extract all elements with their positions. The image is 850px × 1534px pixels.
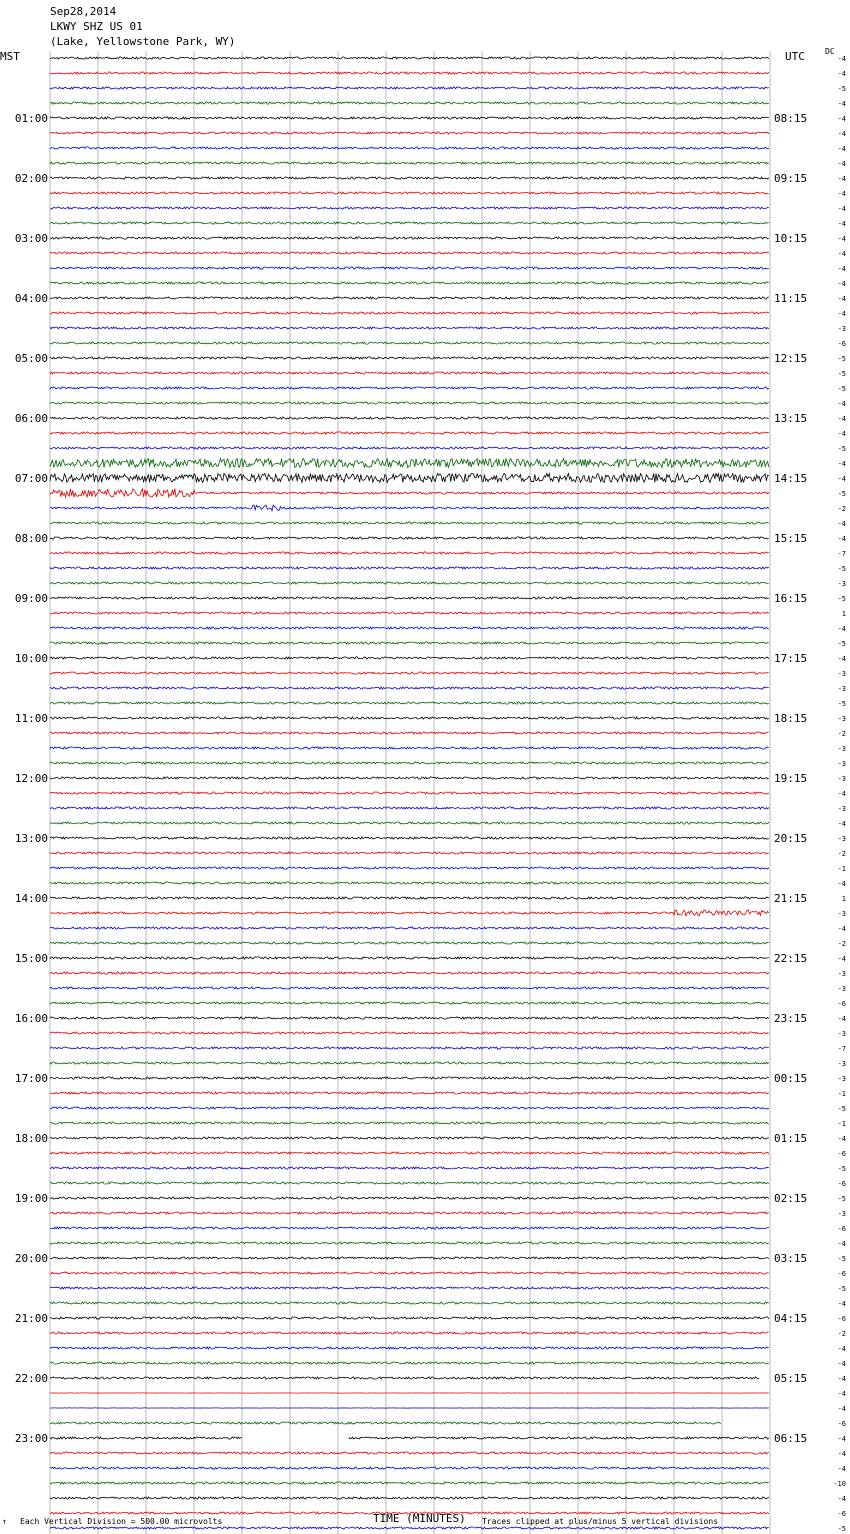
dc-offset-label: -3 [837, 325, 846, 333]
dc-offset-label: -4 [837, 190, 846, 198]
hour-label-right: 23:15 [774, 1012, 808, 1025]
dc-offset-label: -7 [837, 550, 846, 558]
trace-line [50, 1032, 769, 1034]
plot-date: Sep28,2014 [50, 5, 117, 18]
dc-offset-label: -6 [837, 1000, 846, 1008]
trace-line [50, 732, 769, 734]
trace-line [50, 642, 769, 644]
dc-offset-label: -5 [837, 355, 846, 363]
hour-label-left: 04:00 [14, 292, 48, 305]
dc-offset-label: -4 [837, 1390, 846, 1398]
hour-label-left: 09:00 [14, 592, 48, 605]
dc-offset-label: -6 [837, 1510, 846, 1518]
dc-offset-label: -5 [837, 85, 846, 93]
trace-line [50, 897, 769, 899]
dc-offset-label: -4 [837, 790, 846, 798]
trace-line [50, 1137, 769, 1139]
dc-offset-label: 1 [841, 610, 846, 618]
trace-line [50, 1377, 759, 1379]
trace-line [50, 489, 769, 498]
dc-offset-label: -3 [837, 685, 846, 693]
dc-offset-label: -4 [837, 250, 846, 258]
dc-offset-label: -4 [837, 415, 846, 423]
dc-offset-label: -4 [837, 295, 846, 303]
hour-label-right: 08:15 [774, 112, 808, 125]
trace-line [50, 717, 769, 719]
dc-offset-label: -7 [837, 1045, 846, 1053]
trace-line [50, 387, 769, 389]
dc-offset-label: -6 [837, 1315, 846, 1323]
trace-line [50, 1077, 769, 1079]
trace-line [50, 747, 769, 749]
trace-line [50, 162, 769, 164]
dc-offset-label: -6 [837, 1270, 846, 1278]
hour-label-right: 16:15 [774, 592, 808, 605]
hour-label-left: 08:00 [14, 532, 48, 545]
dc-offset-label: -4 [837, 1345, 846, 1353]
trace-line [50, 327, 769, 329]
trace-line [50, 552, 769, 554]
trace-line [50, 1122, 769, 1124]
dc-offset-label: -3 [837, 835, 846, 843]
trace-line [50, 567, 769, 569]
dc-offset-label: -4 [837, 145, 846, 153]
hour-label-left: 07:00 [14, 472, 48, 485]
trace-line [50, 207, 769, 209]
trace-line [50, 1452, 769, 1454]
trace-line [50, 192, 769, 194]
trace-line [50, 882, 769, 884]
dc-offset-label: -3 [837, 670, 846, 678]
hour-label-right: 14:15 [774, 472, 808, 485]
dc-offset-label: -3 [837, 580, 846, 588]
trace-line [50, 657, 769, 659]
dc-offset-label: -4 [837, 625, 846, 633]
dc-offset-label: -6 [837, 1150, 846, 1158]
dc-offset-label: -6 [837, 340, 846, 348]
dc-offset-label: -3 [837, 775, 846, 783]
dc-offset-label: -4 [837, 280, 846, 288]
axis-labels [15, 55, 846, 1534]
trace-line [50, 1332, 769, 1334]
trace-line [50, 1347, 769, 1349]
trace-line [50, 777, 769, 779]
trace-line [50, 672, 769, 674]
trace-line [50, 822, 769, 824]
trace-line [50, 987, 769, 989]
hour-label-left: 03:00 [14, 232, 48, 245]
trace-line [50, 1107, 769, 1109]
hour-label-left: 22:00 [14, 1372, 48, 1385]
trace-line [50, 837, 769, 839]
trace-line [50, 1482, 769, 1484]
trace-line [50, 702, 769, 704]
dc-offset-label: -5 [837, 385, 846, 393]
trace-line [50, 267, 769, 269]
hour-label-left: 20:00 [14, 1252, 48, 1265]
trace-line [50, 867, 769, 869]
dc-offset-label: -10 [833, 1480, 846, 1488]
dc-offset-label: -1 [837, 1120, 846, 1128]
hour-label-left: 01:00 [14, 112, 48, 125]
trace-line [50, 1092, 769, 1094]
hour-label-left: 05:00 [14, 352, 48, 365]
trace-line [50, 1167, 769, 1169]
dc-offset-label: -4 [837, 235, 846, 243]
hour-label-right: 19:15 [774, 772, 808, 785]
dc-offset-label: -5 [837, 640, 846, 648]
trace-line [50, 459, 769, 468]
dc-offset-label: -3 [837, 970, 846, 978]
hour-label-right: 17:15 [774, 652, 808, 665]
trace-line [50, 474, 769, 483]
dc-offset-label: -4 [837, 460, 846, 468]
corner-mark: ↑ [2, 1517, 7, 1526]
dc-offset-label: -5 [837, 1105, 846, 1113]
trace-line [50, 1062, 769, 1064]
dc-offset-label: -4 [837, 1300, 846, 1308]
hour-label-left: 14:00 [14, 892, 48, 905]
hour-label-right: 01:15 [774, 1132, 808, 1145]
dc-offset-label: -5 [837, 370, 846, 378]
dc-offset-label: -1 [837, 865, 846, 873]
dc-offset-label: -4 [837, 520, 846, 528]
trace-line [50, 147, 769, 149]
trace-line [50, 1047, 769, 1049]
dc-offset-label: -5 [837, 445, 846, 453]
scale-note: Each Vertical Division = 500.00 microvolts [20, 1517, 223, 1526]
seismic-traces [50, 57, 769, 1534]
trace-line [50, 597, 769, 599]
trace-line [50, 1362, 769, 1364]
hour-label-right: 09:15 [774, 172, 808, 185]
dc-offset-label: -5 [837, 1195, 846, 1203]
trace-line [50, 762, 769, 764]
left-timezone-label: MST [0, 50, 20, 63]
trace-line [50, 87, 769, 89]
hour-label-left: 10:00 [14, 652, 48, 665]
hour-label-left: 06:00 [14, 412, 48, 425]
trace-line [50, 57, 769, 59]
hour-label-right: 06:15 [774, 1432, 808, 1445]
dc-offset-label: -5 [837, 1525, 846, 1533]
dc-offset-label: -4 [837, 925, 846, 933]
dc-offset-label: -4 [837, 1405, 846, 1413]
clip-note: Traces clipped at plus/minus 5 vertical divisions [482, 1517, 719, 1526]
trace-line [50, 1182, 769, 1184]
trace-line [50, 297, 769, 299]
dc-offset-label: -3 [837, 1210, 846, 1218]
station-location: (Lake, Yellowstone Park, WY) [50, 35, 236, 48]
dc-offset-label: -5 [837, 595, 846, 603]
hour-label-right: 22:15 [774, 952, 808, 965]
trace-line [50, 72, 769, 74]
trace-line [50, 1002, 769, 1004]
trace-line [50, 942, 769, 944]
trace-line [50, 1287, 769, 1289]
dc-offset-label: -4 [837, 160, 846, 168]
dc-offset-label: -4 [837, 400, 846, 408]
hour-label-right: 02:15 [774, 1192, 808, 1205]
dc-offset-label: -3 [837, 715, 846, 723]
dc-offset-label: -3 [837, 745, 846, 753]
dc-offset-label: 1 [841, 895, 846, 903]
trace-line [50, 447, 769, 449]
dc-offset-label: -4 [837, 430, 846, 438]
trace-line [50, 582, 769, 584]
trace-line [50, 1257, 769, 1259]
dc-offset-label: -4 [837, 55, 846, 63]
trace-line [50, 1527, 769, 1529]
hour-label-left: 18:00 [14, 1132, 48, 1145]
hour-label-left: 11:00 [14, 712, 48, 725]
dc-offset-label: -4 [837, 880, 846, 888]
dc-offset-label: -5 [837, 1285, 846, 1293]
trace-line [50, 1317, 769, 1319]
hour-label-left: 19:00 [14, 1192, 48, 1205]
hour-label-right: 10:15 [774, 232, 808, 245]
hour-label-right: 18:15 [774, 712, 808, 725]
dc-offset-label: -5 [837, 700, 846, 708]
hour-label-left: 16:00 [14, 1012, 48, 1025]
dc-offset-label: -2 [837, 850, 846, 858]
trace-line [50, 1422, 721, 1424]
dc-offset-label: -3 [837, 1075, 846, 1083]
dc-offset-label: -6 [837, 1420, 846, 1428]
trace-line [50, 972, 769, 974]
dc-offset-label: -4 [837, 310, 846, 318]
dc-offset-label: -4 [837, 70, 846, 78]
trace-line [50, 1302, 769, 1304]
hour-label-left: 02:00 [14, 172, 48, 185]
trace-line [50, 177, 769, 179]
dc-offset-label: -4 [837, 175, 846, 183]
dc-offset-label: -4 [837, 475, 846, 483]
dc-offset-label: -3 [837, 910, 846, 918]
trace-line [50, 1197, 769, 1199]
dc-offset-label: -4 [837, 655, 846, 663]
hour-label-left: 13:00 [14, 832, 48, 845]
trace-line [50, 522, 769, 524]
dc-offset-label: -5 [837, 565, 846, 573]
dc-offset-label: -4 [837, 1015, 846, 1023]
dc-offset-label: -5 [837, 1255, 846, 1263]
dc-offset-label: -4 [837, 220, 846, 228]
hour-label-left: 12:00 [14, 772, 48, 785]
trace-line [50, 927, 769, 929]
hour-label-left: 15:00 [14, 952, 48, 965]
trace-line [50, 1227, 769, 1229]
dc-offset-label: -4 [837, 535, 846, 543]
hour-label-right: 20:15 [774, 832, 808, 845]
trace-line [50, 252, 769, 254]
trace-line [50, 357, 769, 359]
dc-offset-label: -2 [837, 940, 846, 948]
trace-line [50, 1017, 769, 1019]
dc-offset-label: -4 [837, 1450, 846, 1458]
trace-line [50, 1212, 769, 1214]
dc-offset-label: -4 [837, 1465, 846, 1473]
trace-line [50, 402, 769, 404]
trace-line [50, 1242, 769, 1244]
dc-offset-label: -5 [837, 1165, 846, 1173]
dc-offset-label: -6 [837, 1225, 846, 1233]
hour-label-right: 05:15 [774, 1372, 808, 1385]
dc-offset-label: -3 [837, 1060, 846, 1068]
hour-label-right: 12:15 [774, 352, 808, 365]
dc-offset-label: -4 [837, 130, 846, 138]
trace-line [50, 132, 769, 134]
trace-line [50, 1437, 769, 1439]
dc-offset-label: -2 [837, 1330, 846, 1338]
trace-line [50, 342, 769, 344]
trace-line [50, 312, 769, 314]
hour-label-left: 17:00 [14, 1072, 48, 1085]
trace-line [50, 687, 769, 689]
dc-offset-label: -4 [837, 1135, 846, 1143]
trace-line [50, 237, 769, 239]
trace-line [50, 282, 769, 284]
trace-line [50, 102, 769, 104]
dc-offset-label: -3 [837, 805, 846, 813]
hour-label-right: 15:15 [774, 532, 808, 545]
hour-label-right: 13:15 [774, 412, 808, 425]
x-axis-title: TIME (MINUTES) [373, 1512, 466, 1525]
dc-offset-label: -4 [837, 265, 846, 273]
hour-label-left: 23:00 [14, 1432, 48, 1445]
right-timezone-label: UTC [785, 50, 805, 63]
hour-label-right: 21:15 [774, 892, 808, 905]
trace-line [50, 505, 769, 511]
dc-offset-label: -4 [837, 1240, 846, 1248]
trace-line [50, 807, 769, 809]
hour-label-right: 00:15 [774, 1072, 808, 1085]
trace-line [50, 792, 769, 794]
dc-offset-label: -4 [837, 1375, 846, 1383]
hour-label-right: 04:15 [774, 1312, 808, 1325]
dc-offset-label: -3 [837, 760, 846, 768]
trace-line [50, 1467, 769, 1469]
dc-offset-label: -2 [837, 505, 846, 513]
dc-offset-label: -1 [837, 1090, 846, 1098]
dc-offset-label: -4 [837, 820, 846, 828]
dc-offset-label: -4 [837, 955, 846, 963]
hour-label-right: 11:15 [774, 292, 808, 305]
trace-line [50, 432, 769, 434]
dc-offset-label: -4 [837, 115, 846, 123]
trace-line [50, 612, 769, 614]
trace-line [50, 417, 769, 419]
dc-offset-label: -4 [837, 205, 846, 213]
dc-offset-header: DC [825, 47, 835, 56]
dc-offset-label: -4 [837, 1495, 846, 1503]
dc-offset-label: -2 [837, 730, 846, 738]
trace-line [50, 222, 769, 224]
dc-offset-label: -4 [837, 1360, 846, 1368]
dc-offset-label: -3 [837, 985, 846, 993]
dc-offset-label: -4 [837, 100, 846, 108]
trace-line [50, 852, 769, 854]
trace-line [50, 957, 769, 959]
dc-offset-label: -4 [837, 1435, 846, 1443]
trace-line [50, 117, 769, 119]
trace-line [50, 910, 769, 916]
trace-line [50, 1152, 769, 1154]
dc-offset-label: -6 [837, 1180, 846, 1188]
hour-label-right: 03:15 [774, 1252, 808, 1265]
dc-offset-label: -5 [837, 490, 846, 498]
dc-offset-label: -3 [837, 1030, 846, 1038]
trace-line [50, 1497, 769, 1499]
trace-line [50, 537, 769, 539]
trace-line [50, 372, 769, 374]
trace-line [50, 627, 769, 629]
trace-line [50, 1272, 769, 1274]
station-code: LKWY SHZ US 01 [50, 20, 143, 33]
hour-label-left: 21:00 [14, 1312, 48, 1325]
